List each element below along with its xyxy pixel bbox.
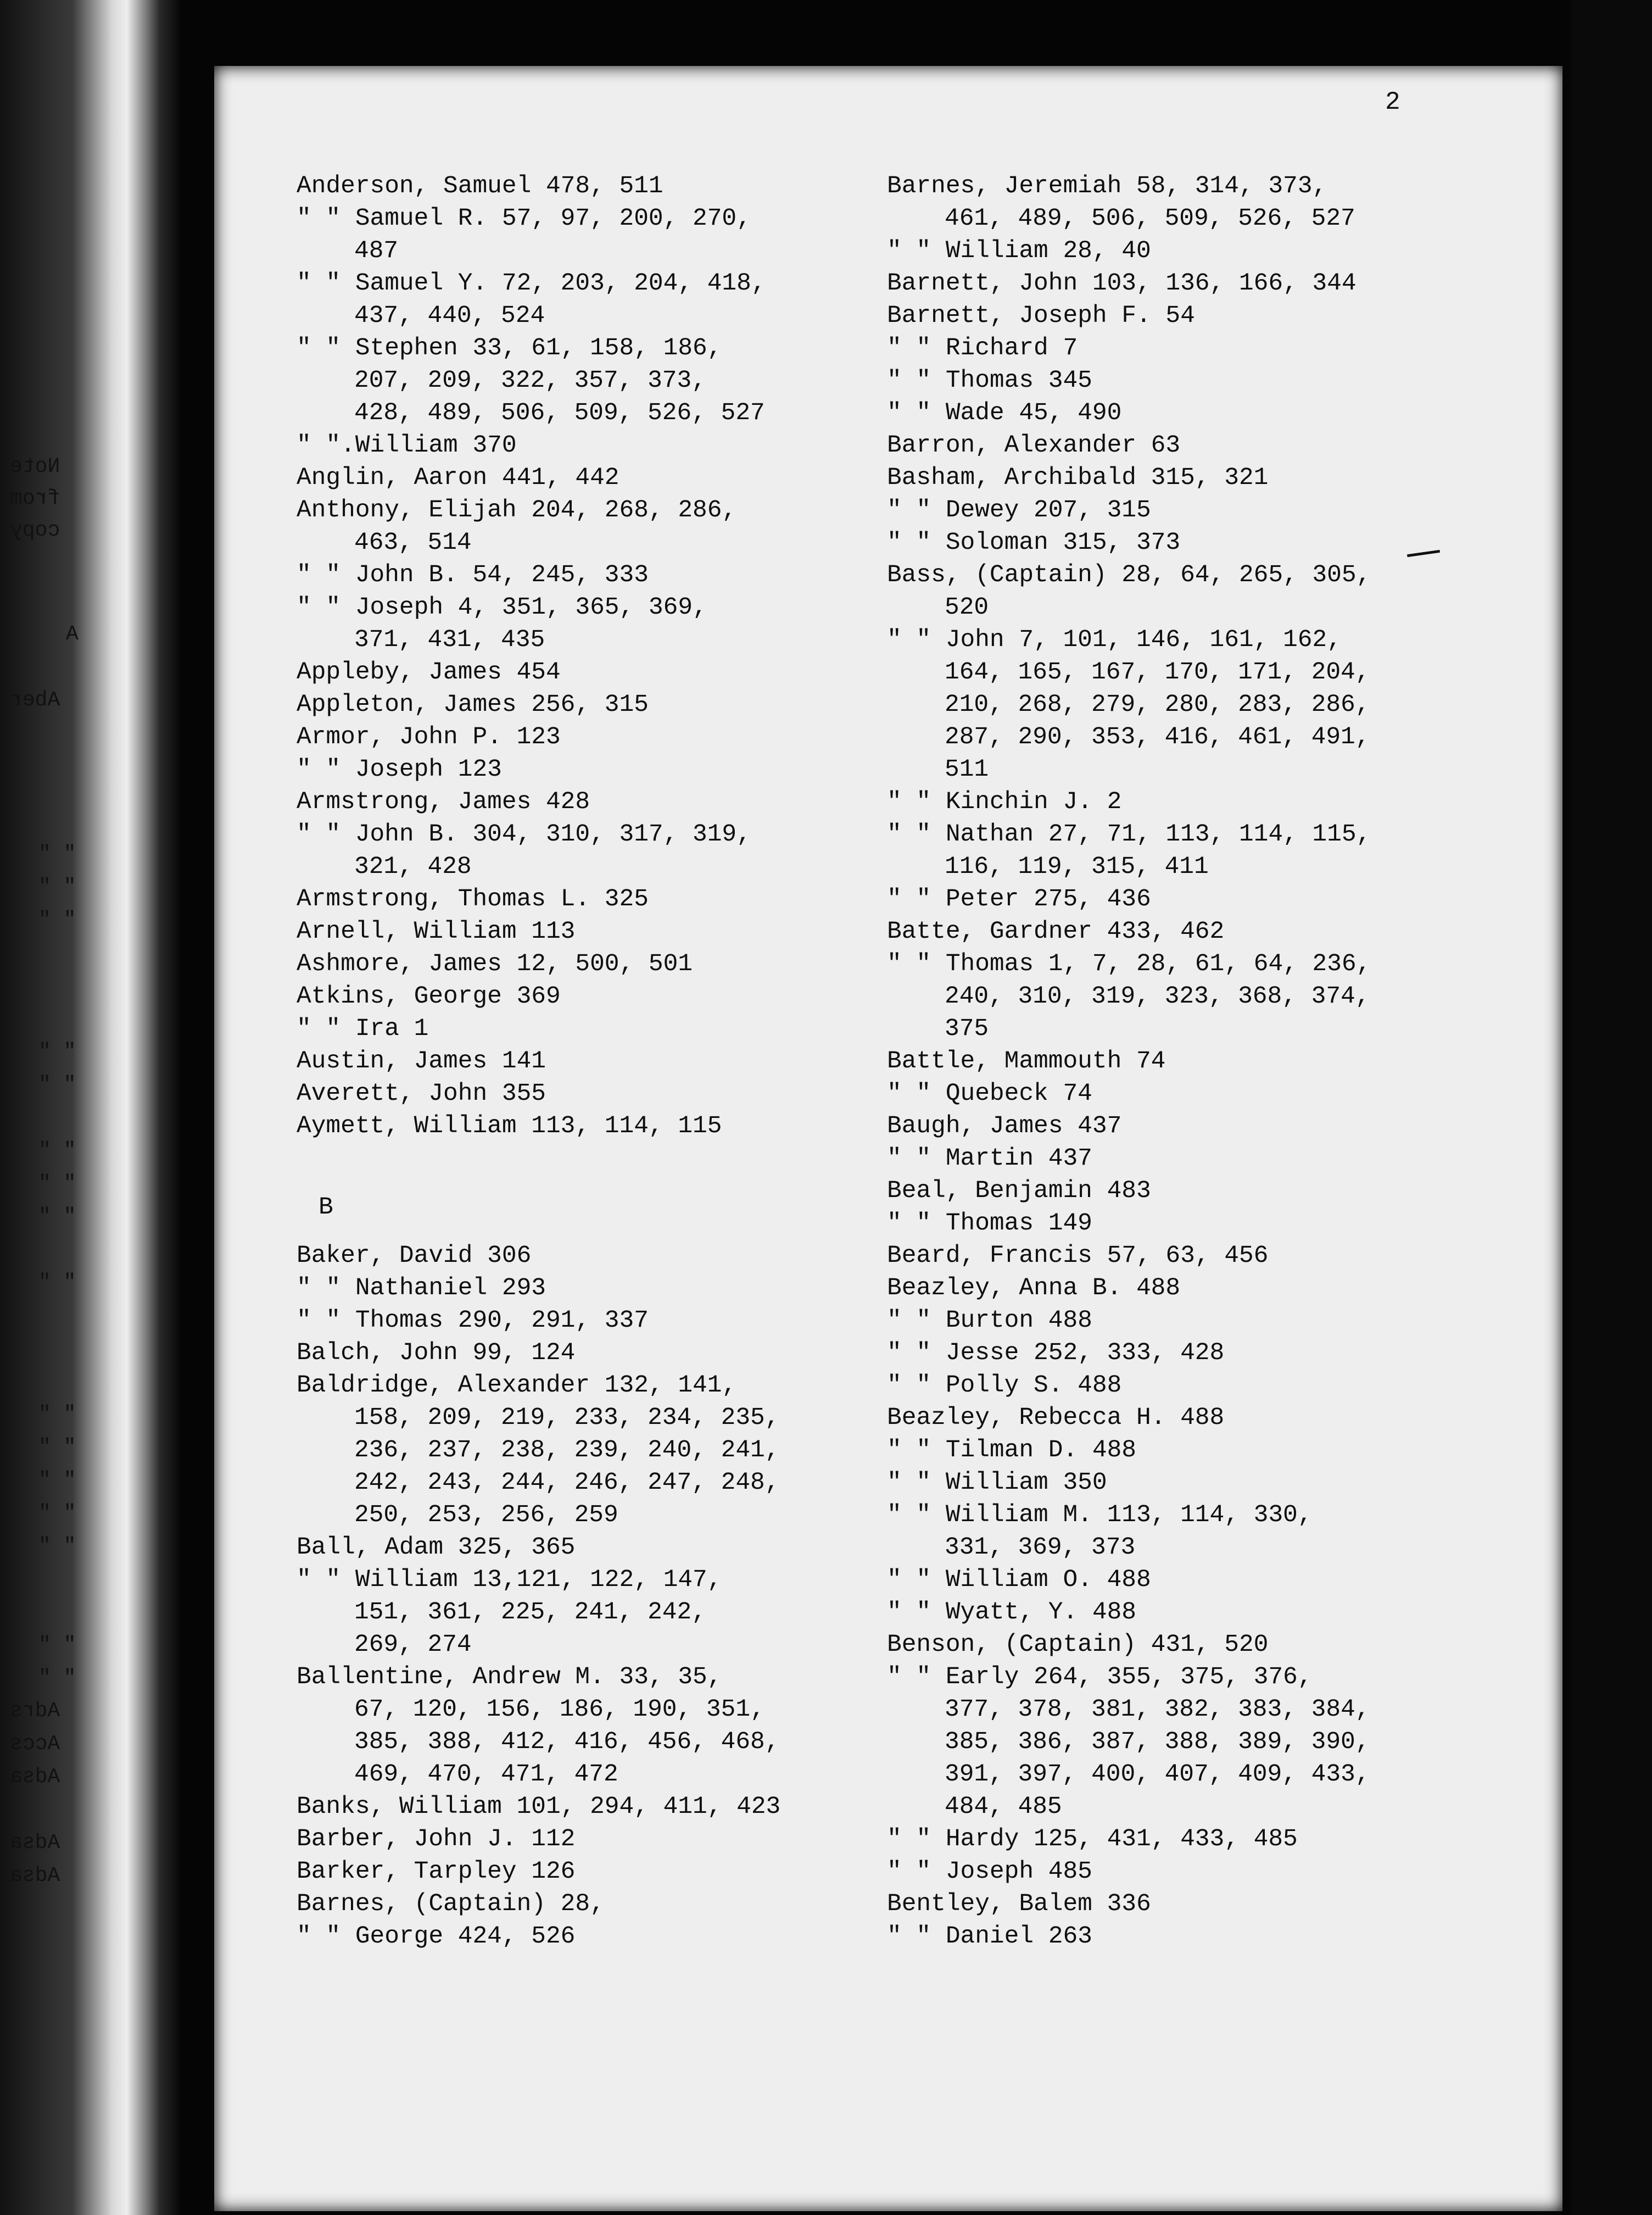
index-entry-continuation: 484, 485 <box>945 1793 1062 1821</box>
index-entry: " " Joseph 123 <box>297 756 502 783</box>
index-entry-continuation: 242, 243, 244, 246, 247, 248, <box>354 1469 780 1496</box>
index-entry: Anglin, Aaron 441, 442 <box>297 464 620 492</box>
index-entry: " " John B. 54, 245, 333 <box>297 561 649 589</box>
index-entry-continuation: 236, 237, 238, 239, 240, 241, <box>354 1437 780 1464</box>
index-entry: " ".William 370 <box>297 432 517 459</box>
index-entry: " " William 13,121, 122, 147, <box>297 1566 722 1594</box>
index-entry: Barker, Tarpley 126 <box>297 1858 576 1885</box>
index-entry: " " Daniel 263 <box>887 1923 1092 1950</box>
index-entry-continuation: 385, 386, 387, 388, 389, 390, <box>945 1728 1370 1756</box>
index-entry-continuation: 331, 369, 373 <box>945 1534 1136 1561</box>
index-entry: Beal, Benjamin 483 <box>887 1177 1151 1205</box>
index-entry: Benson, (Captain) 431, 520 <box>887 1631 1269 1659</box>
index-entry: Armor, John P. 123 <box>297 724 561 751</box>
margin-ditto: " " <box>38 1666 76 1690</box>
margin-ditto: " " <box>38 1139 76 1162</box>
index-entry-continuation: 461, 489, 506, 509, 526, 527 <box>945 205 1355 232</box>
margin-ditto: " " <box>38 1271 76 1294</box>
index-entry-continuation: 520 <box>945 594 989 621</box>
index-entry: Batte, Gardner 433, 462 <box>887 918 1225 945</box>
margin-ditto: " " <box>38 1534 76 1558</box>
index-entry: " " William 28, 40 <box>887 237 1151 265</box>
index-entry: Ball, Adam 325, 365 <box>297 1534 576 1561</box>
blank-line <box>297 1143 928 1175</box>
index-entry: " " Dewey 207, 315 <box>887 497 1151 524</box>
index-column-right <box>887 170 1519 1953</box>
index-entry: " " Peter 275, 436 <box>887 886 1151 913</box>
index-entry-continuation: 240, 310, 319, 323, 368, 374, <box>945 983 1370 1010</box>
index-entry: " " Joseph 485 <box>887 1858 1092 1885</box>
index-entry: " " Early 264, 355, 375, 376, <box>887 1663 1313 1691</box>
index-entry: Ashmore, James 12, 500, 501 <box>297 950 693 978</box>
index-entry: " " Ira 1 <box>297 1015 429 1043</box>
index-entry-continuation: 428, 489, 506, 509, 526, 527 <box>354 399 765 427</box>
margin-ditto: " " <box>38 1205 76 1228</box>
index-entry-continuation: 67, 120, 156, 186, 190, 351, <box>354 1696 765 1723</box>
index-entry: Beazley, Anna B. 488 <box>887 1275 1181 1302</box>
section-heading: B <box>319 1194 333 1221</box>
index-entry: " " Stephen 33, 61, 158, 186, <box>297 335 722 362</box>
index-entry-continuation: 385, 388, 412, 416, 456, 468, <box>354 1728 780 1756</box>
index-entry: Appleby, James 454 <box>297 659 561 686</box>
index-entry: Averett, John 355 <box>297 1080 546 1108</box>
margin-ditto: " " <box>38 1040 76 1064</box>
margin-ditto: " " <box>38 1073 76 1097</box>
index-entry: Ballentine, Andrew M. 33, 35, <box>297 1663 722 1691</box>
index-entry: Armstrong, James 428 <box>297 788 590 816</box>
index-entry: Beazley, Rebecca H. 488 <box>887 1404 1225 1432</box>
index-entry: Bass, (Captain) 28, 64, 265, 305, <box>887 561 1371 589</box>
margin-fragment: Adsa <box>10 1831 60 1855</box>
margin-ditto: " " <box>38 1468 76 1492</box>
index-entry-continuation: 437, 440, 524 <box>354 302 545 330</box>
page-number: 2 <box>1385 88 1400 116</box>
index-entry-continuation: 269, 274 <box>354 1631 472 1659</box>
index-entry: " " Polly S. 488 <box>887 1372 1122 1399</box>
index-entry: Barnes, (Captain) 28, <box>297 1890 605 1918</box>
margin-ditto: " " <box>38 908 76 932</box>
index-entry: " " Soloman 315, 373 <box>887 529 1181 556</box>
index-entry-continuation: 511 <box>945 756 989 783</box>
margin-fragment: Adsa <box>10 1765 60 1789</box>
index-entry: Baugh, James 437 <box>887 1112 1122 1140</box>
scan-right-border <box>1571 0 1652 2215</box>
index-entry: Armstrong, Thomas L. 325 <box>297 886 649 913</box>
index-column-left <box>297 170 928 1953</box>
index-entry-continuation: 250, 253, 256, 259 <box>354 1501 618 1529</box>
index-entry: " " Nathan 27, 71, 113, 114, 115, <box>887 821 1371 848</box>
index-entry-continuation: 116, 119, 315, 411 <box>945 853 1209 881</box>
margin-ditto: " " <box>38 1172 76 1195</box>
margin-ditto: " " <box>38 1633 76 1657</box>
adjacent-page-fragments <box>0 0 93 2215</box>
index-entry: " " Thomas 1, 7, 28, 61, 64, 236, <box>887 950 1371 978</box>
margin-fragment: Accs <box>10 1732 60 1756</box>
index-entry: Barnes, Jeremiah 58, 314, 373, <box>887 172 1327 200</box>
index-entry: Austin, James 141 <box>297 1048 546 1075</box>
index-entry-continuation: 377, 378, 381, 382, 383, 384, <box>945 1696 1370 1723</box>
index-entry: " " Kinchin J. 2 <box>887 788 1122 816</box>
margin-ditto: " " <box>38 1435 76 1459</box>
index-entry: Baldridge, Alexander 132, 141, <box>297 1372 737 1399</box>
margin-fragment: from <box>10 487 60 510</box>
index-entry: " " Thomas 149 <box>887 1210 1092 1237</box>
index-entry-continuation: 487 <box>354 237 399 265</box>
index-entry-continuation: 463, 514 <box>354 529 472 556</box>
margin-fragment: Adsa <box>10 1864 60 1888</box>
index-entry: " " Burton 488 <box>887 1307 1092 1334</box>
margin-ditto: " " <box>38 875 76 899</box>
index-entry: Beard, Francis 57, 63, 456 <box>887 1242 1269 1270</box>
index-entry: Barnett, John 103, 136, 166, 344 <box>887 270 1357 297</box>
index-entry-continuation: 391, 397, 400, 407, 409, 433, <box>945 1761 1370 1788</box>
index-entry: " " Richard 7 <box>887 335 1078 362</box>
index-entry: " " Jesse 252, 333, 428 <box>887 1339 1225 1367</box>
margin-fragment: Adrs <box>10 1699 60 1723</box>
margin-fragment: A <box>66 622 79 646</box>
index-entry: Banks, William 101, 294, 411, 423 <box>297 1793 781 1821</box>
index-entry: " " Samuel Y. 72, 203, 204, 418, <box>297 270 766 297</box>
index-entry: " " William O. 488 <box>887 1566 1151 1594</box>
index-entry: " " Thomas 345 <box>887 367 1092 394</box>
index-entry: Barber, John J. 112 <box>297 1826 576 1853</box>
index-entry: Appleton, James 256, 315 <box>297 691 649 719</box>
index-entry: Anthony, Elijah 204, 268, 286, <box>297 497 737 524</box>
margin-ditto: " " <box>38 842 76 866</box>
margin-fragment: Note <box>10 455 60 478</box>
index-entry-continuation: 207, 209, 322, 357, 373, <box>354 367 706 394</box>
margin-fragment: copy <box>10 519 60 542</box>
index-entry: " " Wyatt, Y. 488 <box>887 1599 1136 1626</box>
index-entry: " " Martin 437 <box>887 1145 1092 1172</box>
index-entry: " " Thomas 290, 291, 337 <box>297 1307 649 1334</box>
margin-ditto: " " <box>38 1501 76 1525</box>
index-entry: Atkins, George 369 <box>297 983 561 1010</box>
index-entry: Battle, Mammouth 74 <box>887 1048 1166 1075</box>
index-entry: Barron, Alexander 63 <box>887 432 1181 459</box>
index-entry: Anderson, Samuel 478, 511 <box>297 172 663 200</box>
index-entry: Baker, David 306 <box>297 1242 532 1270</box>
index-entry: Arnell, William 113 <box>297 918 576 945</box>
index-entry: " " George 424, 526 <box>297 1923 576 1950</box>
index-entry-continuation: 151, 361, 225, 241, 242, <box>354 1599 706 1626</box>
index-entry: Basham, Archibald 315, 321 <box>887 464 1269 492</box>
index-entry-continuation: 158, 209, 219, 233, 234, 235, <box>354 1404 780 1432</box>
index-entry: " " William 350 <box>887 1469 1107 1496</box>
index-entry-continuation: 375 <box>945 1015 989 1043</box>
index-entry-continuation: 321, 428 <box>354 853 472 881</box>
index-entry: Aymett, William 113, 114, 115 <box>297 1112 722 1140</box>
index-entry-continuation: 371, 431, 435 <box>354 626 545 654</box>
index-entry: Bentley, Balem 336 <box>887 1890 1151 1918</box>
margin-fragment: Aber <box>10 688 60 712</box>
index-entry: " " Hardy 125, 431, 433, 485 <box>887 1826 1298 1853</box>
index-entry-continuation: 469, 470, 471, 472 <box>354 1761 618 1788</box>
index-entry: " " Wade 45, 490 <box>887 399 1122 427</box>
index-entry-continuation: 287, 290, 353, 416, 461, 491, <box>945 724 1370 751</box>
index-entry-continuation: 164, 165, 167, 170, 171, 204, <box>945 659 1370 686</box>
index-entry: " " Samuel R. 57, 97, 200, 270, <box>297 205 751 232</box>
index-entry-continuation: 210, 268, 279, 280, 283, 286, <box>945 691 1370 719</box>
index-entry: " " Joseph 4, 351, 365, 369, <box>297 594 707 621</box>
index-entry: " " John B. 304, 310, 317, 319, <box>297 821 751 848</box>
index-entry: " " Tilman D. 488 <box>887 1437 1136 1464</box>
index-entry: Balch, John 99, 124 <box>297 1339 576 1367</box>
margin-ditto: " " <box>38 1403 76 1426</box>
index-entry: " " John 7, 101, 146, 161, 162, <box>887 626 1342 654</box>
index-entry: " " Nathaniel 293 <box>297 1275 546 1302</box>
index-entry: Barnett, Joseph F. 54 <box>887 302 1195 330</box>
index-entry: " " Quebeck 74 <box>887 1080 1092 1108</box>
index-entry: " " William M. 113, 114, 330, <box>887 1501 1313 1529</box>
